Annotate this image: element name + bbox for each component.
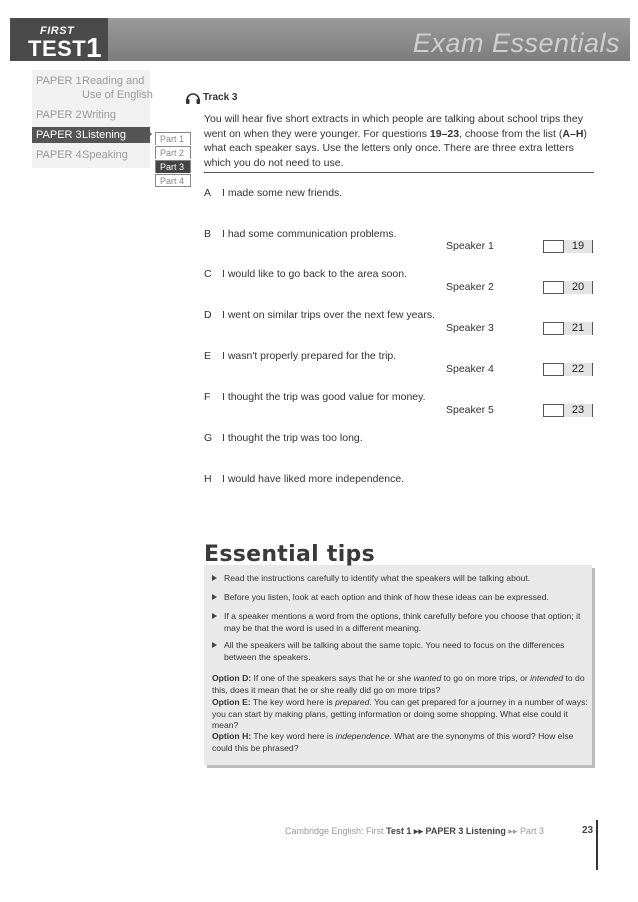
footer-test: Test 1 [386, 826, 412, 836]
paper-name-line2: Use of English [82, 89, 153, 101]
answer-box-21[interactable] [543, 322, 593, 335]
footer-listening: Listening [465, 826, 506, 836]
speaker-2-label: Speaker 2 [446, 281, 494, 293]
footer-brand: Cambridge English: First [285, 826, 384, 836]
paper-name: Speaking [82, 149, 128, 161]
question-range: 19–23 [429, 127, 460, 140]
option-letter: F [204, 391, 211, 403]
question-number: 23 [563, 404, 592, 417]
bullet-arrow-icon [212, 575, 217, 581]
option-letter: A [204, 187, 212, 199]
track-label: Track 3 [203, 92, 238, 103]
active-paper-arrow-icon [146, 129, 152, 139]
speaker-5-label: Speaker 5 [446, 404, 494, 416]
note-text: What are the synonyms of this word? How else could this be phrased? [212, 731, 574, 753]
tip-text: If a speaker mentions a word from the options, think carefully before you choose that option; it may be that the word is used in a different meaning. [224, 611, 581, 633]
page-edge-bar [596, 820, 598, 870]
speaker-3-label: Speaker 3 [446, 322, 494, 334]
divider [204, 172, 594, 173]
tip-text: Before you listen, look at each option and think of how these ideas can be expressed. [224, 592, 549, 602]
instr-text: , choose from the list ( [459, 127, 563, 140]
note-emphasis: intended [530, 673, 564, 683]
answer-box-23[interactable] [543, 404, 593, 417]
note-emphasis: wanted [413, 673, 442, 683]
note-text: The key word here is [250, 697, 336, 707]
paper-number: PAPER 3 [36, 129, 82, 141]
page-footer [285, 826, 544, 837]
bullet-arrow-icon [212, 642, 217, 648]
note-label: Option H: [212, 731, 252, 741]
first-label: FIRST [40, 25, 75, 37]
option-letter: E [204, 350, 212, 362]
headphones-icon [185, 90, 201, 111]
option-letter: D [204, 309, 212, 321]
speaker-1-label: Speaker 1 [446, 240, 494, 252]
option-text: I would like to go back to the area soon. [222, 268, 408, 280]
paper-name: Reading and [82, 75, 145, 87]
letter-range: A–H [562, 127, 584, 140]
option-letter: B [204, 228, 212, 240]
answer-box-20[interactable] [543, 281, 593, 294]
nav-paper-3-active[interactable] [32, 127, 150, 143]
option-h-note [212, 731, 588, 754]
instr-text: ) what each speaker says. Use the letters only once. There are three extra letters which you do not need to use. [204, 127, 587, 169]
option-text: I thought the trip was good value for money. [222, 391, 426, 403]
bullet-arrow-icon [212, 594, 217, 600]
nav-part-1[interactable]: Part 1 [155, 132, 191, 145]
option-letter: C [204, 268, 212, 280]
tips-heading: Essential tips [204, 542, 376, 567]
test-label: TEST [28, 36, 87, 61]
nav-part-3-active[interactable]: Part 3 [155, 160, 191, 173]
paper-number: PAPER 2 [36, 109, 82, 121]
instr-text: You will hear five short extracts in which people are talking about school trips they went on when they were younger. For questions [204, 113, 583, 140]
bullet-arrow-icon [212, 613, 217, 619]
paper-number: PAPER 1 [36, 75, 82, 87]
option-text: I had some communication problems. [222, 228, 397, 240]
note-emphasis: independence. [335, 731, 392, 741]
tip-text: Read the instructions carefully to identify what the speakers will be talking about. [224, 573, 531, 583]
footer-arrow-icon: ▸▸ [508, 826, 518, 836]
nav-paper-4[interactable] [36, 148, 156, 162]
option-letter: G [204, 432, 213, 444]
note-text: If one of the speakers says that he or she [251, 673, 414, 683]
option-e-note [212, 697, 588, 732]
option-text: I would have liked more independence. [222, 473, 405, 485]
paper-name: Writing [82, 109, 117, 121]
task-instructions [204, 112, 594, 170]
answer-box-19[interactable] [543, 240, 593, 253]
paper-name: Listening [82, 129, 127, 141]
footer-arrow-icon: ▸▸ [413, 826, 423, 836]
footer-part: Part 3 [519, 826, 544, 836]
note-text: You can get prepared for a journey in a number of ways: you can start by making plans, getting information or doing some shopping. What else could it mean? [212, 697, 588, 730]
nav-paper-1[interactable] [36, 74, 156, 104]
option-text: I wasn't properly prepared for the trip. [222, 350, 397, 362]
note-text: to do this, does it mean that he or she really did go on more trips? [212, 673, 585, 695]
nav-part-4[interactable]: Part 4 [155, 174, 191, 187]
note-label: Option E: [212, 697, 251, 707]
question-number: 21 [563, 322, 592, 335]
answer-box-22[interactable] [543, 363, 593, 376]
tip-text: All the speakers will be talking about the same topic. You need to focus on the differences between the speakers. [224, 640, 565, 662]
nav-paper-2[interactable] [36, 108, 156, 122]
paper-number: PAPER 4 [36, 149, 82, 161]
note-text: to go on more trips, or [441, 673, 531, 683]
question-number: 20 [563, 281, 592, 294]
option-text: I went on similar trips over the next few years. [222, 309, 435, 321]
note-text: The key word here is [251, 731, 336, 741]
question-number: 22 [563, 363, 592, 376]
footer-paper: PAPER 3 [425, 826, 464, 836]
option-letter: H [204, 473, 212, 485]
page-number: 23 [582, 825, 594, 836]
section-title: Exam Essentials [412, 28, 620, 58]
note-emphasis: prepared. [335, 697, 372, 707]
nav-part-2[interactable]: Part 2 [155, 146, 191, 159]
speaker-4-label: Speaker 4 [446, 363, 494, 375]
option-d-note [212, 673, 588, 696]
option-text: I thought the trip was too long. [222, 432, 363, 444]
test-number: 1 [86, 32, 102, 63]
note-label: Option D: [212, 673, 252, 683]
question-number: 19 [563, 240, 592, 253]
option-text: I made some new friends. [222, 187, 343, 199]
